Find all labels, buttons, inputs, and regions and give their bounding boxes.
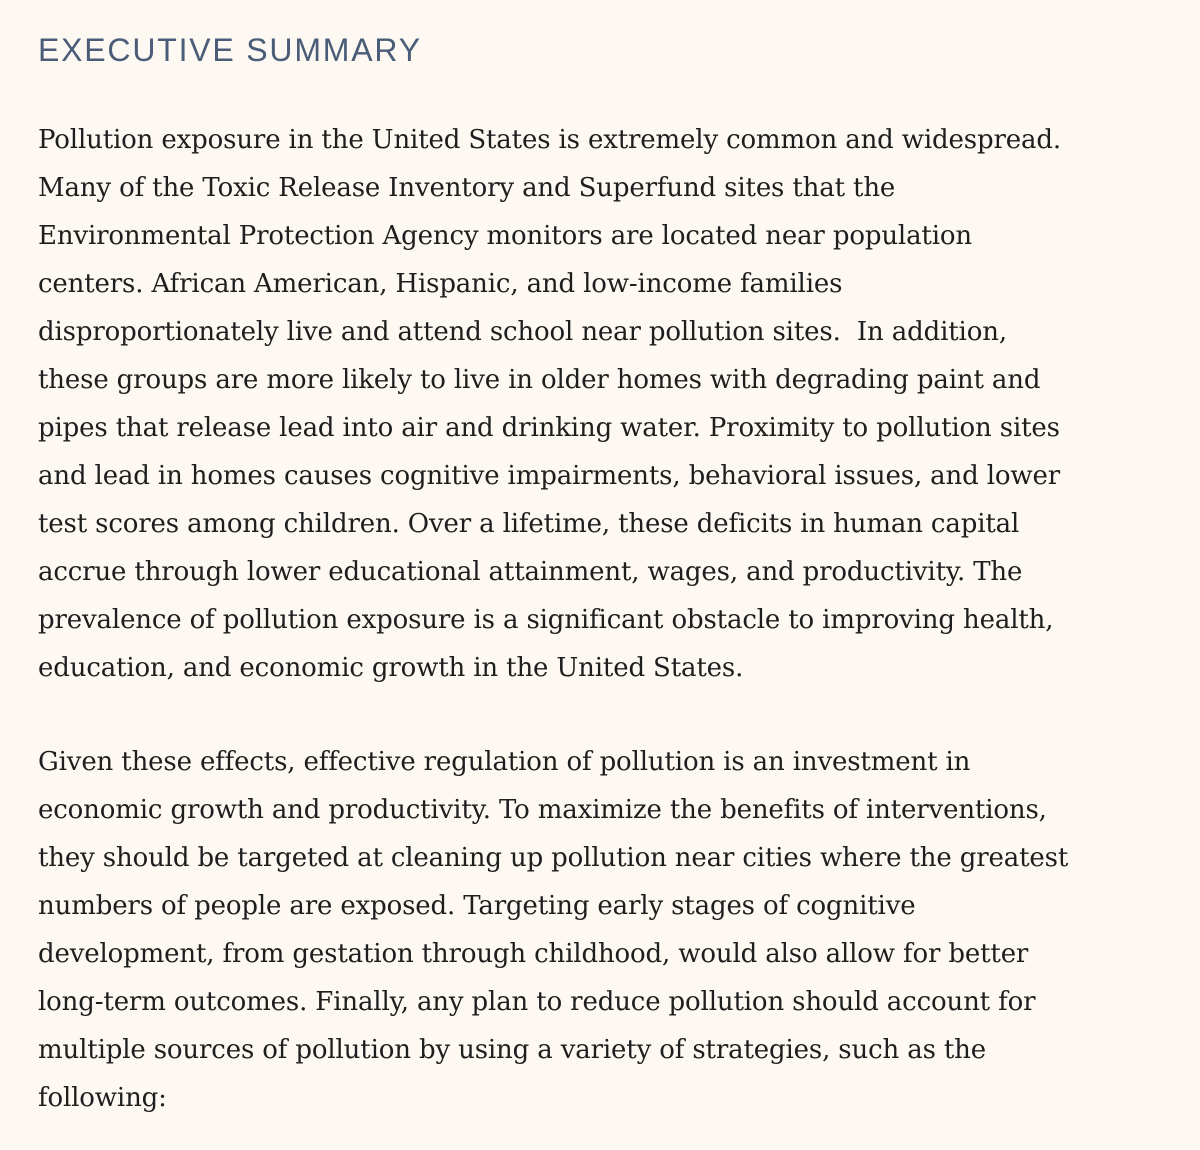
paragraph-1-line: Pollution exposure in the United States is extremely common and widespread.: [38, 125, 1061, 155]
paragraph-2-line: they should be targeted at cleaning up pollution near cities where the greatest: [38, 843, 1069, 873]
paragraph-1-line: Many of the Toxic Release Inventory and Superfund sites that the: [38, 173, 896, 203]
paragraph-1-line: disproportionately live and attend school near pollution sites. In addition,: [38, 317, 1007, 347]
paragraph-1-line: pipes that release lead into air and drinking water. Proximity to pollution sites: [38, 413, 1060, 443]
paragraph-1-line: accrue through lower educational attainment, wages, and productivity. The: [38, 557, 1023, 587]
paragraph-2-line: economic growth and productivity. To maximize the benefits of interventions,: [38, 795, 1047, 825]
paragraph-2-line: development, from gestation through childhood, would also allow for better: [38, 939, 1029, 969]
paragraph-1-line: education, and economic growth in the United States.: [38, 653, 744, 683]
paragraph-2-line: multiple sources of pollution by using a variety of strategies, such as the: [38, 1035, 987, 1065]
paragraph-1-line: prevalence of pollution exposure is a significant obstacle to improving health,: [38, 605, 1054, 635]
paragraph-1-line: test scores among children. Over a lifetime, these deficits in human capital: [38, 509, 1020, 539]
paragraph-2-line: long-term outcomes. Finally, any plan to reduce pollution should account for: [38, 987, 1036, 1017]
paragraph-2-line: numbers of people are exposed. Targeting early stages of cognitive: [38, 891, 916, 921]
paragraph-1-line: Environmental Protection Agency monitors are located near population: [38, 221, 972, 251]
paragraph-1-line: these groups are more likely to live in older homes with degrading paint and: [38, 365, 1041, 395]
section-heading: EXECUTIVE SUMMARY: [38, 32, 422, 68]
paragraph-1-line: centers. African American, Hispanic, and low-income families: [38, 269, 843, 299]
paragraph-2-line: Given these effects, effective regulation of pollution is an investment in: [38, 747, 971, 777]
paragraph-2-line: following:: [38, 1083, 167, 1113]
paragraph-1-line: and lead in homes causes cognitive impairments, behavioral issues, and lower: [38, 461, 1061, 491]
